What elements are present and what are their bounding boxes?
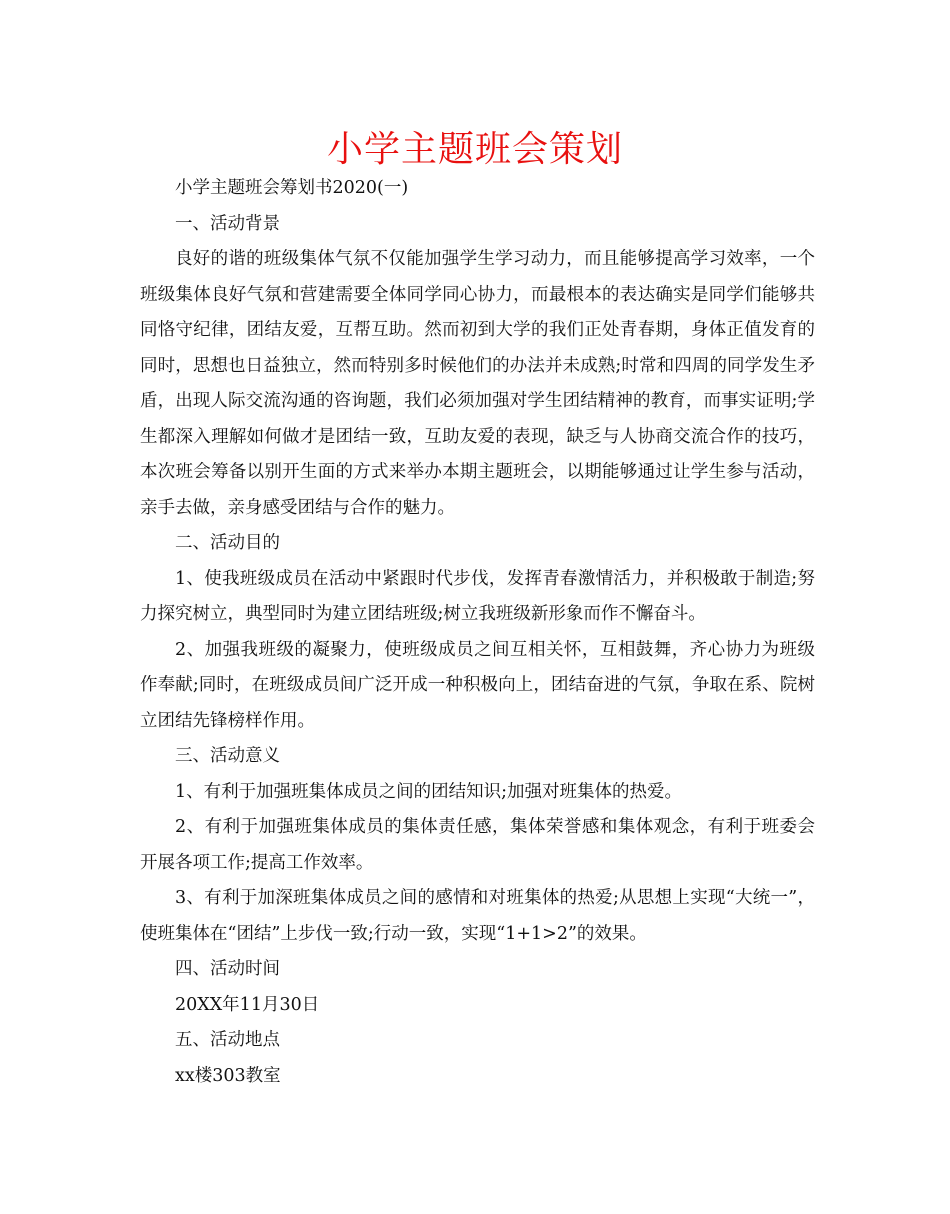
significance-item-3: 3、有利于加深班集体成员之间的感情和对班集体的热爱;从思想上实现“大统一”，使班集体在“团结”上步伐一致;行动一致，实现“1+1>2”的效果。 bbox=[140, 888, 815, 944]
document-body bbox=[140, 171, 815, 1094]
significance-item-2: 2、有利于加强班集体成员的集体责任感，集体荣誉感和集体观念，有利于班委会开展各项工作;提高工作效率。 bbox=[140, 817, 815, 873]
section-heading-background: 一、活动背景 bbox=[175, 213, 280, 234]
section-heading-location: 五、活动地点 bbox=[175, 1030, 280, 1050]
activity-date: 20XX年11月30日 bbox=[175, 994, 320, 1015]
plan-subtitle: 小学主题班会筹划书2020(一) bbox=[175, 178, 409, 198]
purpose-item-1: 1、使我班级成员在活动中紧跟时代步伐，发挥青春激情活力，并积极敢于制造;努力探究树立，典型同时为建立团结班级;树立我班级新形象而作不懈奋斗。 bbox=[140, 568, 815, 624]
activity-location: xx楼303教室 bbox=[175, 1065, 281, 1086]
purpose-item-2: 2、加强我班级的凝聚力，使班级成员之间互相关怀，互相鼓舞，齐心协力为班级作奉献;同时，在班级成员间广泛开成一种积极向上，团结奋进的气氛，争取在系、院树立团结先锋榜样作用。 bbox=[140, 639, 815, 731]
section-heading-purpose: 二、活动目的 bbox=[175, 533, 280, 553]
background-paragraph: 良好的谐的班级集体气氛不仅能加强学生学习动力，而且能够提高学习效率，一个班级集体良好气氛和营建需要全体同学同心协力，而最根本的表达确实是同学们能够共同恪守纪律，团结友爱，互帮互助。然而初到大学的我们正处青春期，身体正值发育的同时，思想也日益独立，然而特别多时候他们的办法并未成熟;时常和四周的同学发生矛盾，出现人际交流沟通的咨询题，我们必须加强对学生团结精神的教育，而事实证明;学生都深入理解如何做才是团结一致，互助友爱的表现，缺乏与人协商交流合作的技巧，本次班会筹备以别开生面的方式来举办本期主题班会，以期能够通过让学生参与活动，亲手去做，亲身感受团结与合作的魅力。 bbox=[140, 249, 815, 518]
significance-item-1: 1、有利于加强班集体成员之间的团结知识;加强对班集体的热爱。 bbox=[175, 781, 683, 802]
section-heading-significance: 三、活动意义 bbox=[175, 746, 280, 766]
section-heading-time: 四、活动时间 bbox=[175, 959, 280, 979]
document-title: 小学主题班会策划 bbox=[326, 129, 623, 170]
